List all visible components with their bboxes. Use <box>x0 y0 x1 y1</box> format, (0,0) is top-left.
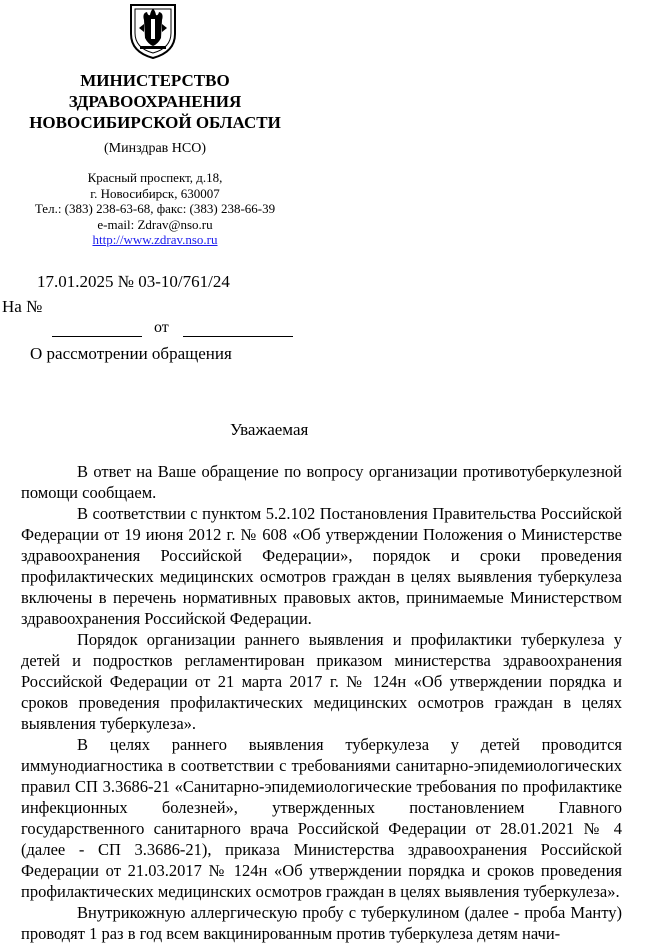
ot-label: от <box>154 319 169 336</box>
ministry-name <box>0 70 310 133</box>
address-line: г. Новосибирск, 630007 <box>90 185 220 201</box>
ministry-line: МИНИСТЕРСТВО <box>80 71 230 90</box>
phone-line: Тел.: (383) 238-63-68, факс: (383) 238-66-39 <box>34 201 276 217</box>
letter-subject: О рассмотрении обращения <box>30 344 232 363</box>
reply-to-label: На № <box>2 297 43 316</box>
registration-number: 17.01.2025 № 03-10/761/24 <box>37 272 230 291</box>
body-paragraph: В ответ на Ваше обращение по вопросу организации противотуберкулезной помощи сообщаем. <box>21 462 622 502</box>
body-paragraph: В соответствии с пунктом 5.2.102 Постановления Правительства Российской Федерации от 19 июня 2012 г. № 608 «Об утверждении Положения о Министерстве здравоохранения Российской Федерации», порядок и сроки проведения профилактических медицинских осмотров граждан в целях выявления туберкулеза включены в перечень нормативных правовых актов, принимаемые Министерством здравоохранения Российской Федерации. <box>21 504 622 628</box>
website-link[interactable]: http://www.zdrav.nso.ru <box>92 232 218 248</box>
reply-to-blank-row <box>52 319 293 337</box>
address-line: Красный проспект, д.18, <box>87 170 223 185</box>
body-paragraph: Внутрикожную аллергическую пробу с туберкулином (далее - проба Манту) проводят 1 раз в год всем вакцинированным против туберкулеза детям начи- <box>21 903 622 943</box>
ministry-line: ЗДРАВООХРАНЕНИЯ <box>68 92 242 111</box>
ministry-short-name: (Минздрав НСО) <box>103 141 207 156</box>
email-line: e-mail: Zdrav@nso.ru <box>97 216 213 232</box>
coat-of-arms-icon <box>128 2 178 60</box>
contact-block <box>0 170 310 248</box>
greeting: Уважаемая <box>230 420 309 439</box>
reply-number-blank <box>52 323 142 337</box>
body-paragraph: В целях раннего выявления туберкулеза у детей проводится иммунодиагностика в соответствии с требованиями санитарно-эпидемиологических правил СП 3.3686-21 «Санитарно-эпидемиологические требования по профилактике инфекционных болезней», утвержденных постановлением Главного государственного санитарного врача Российской Федерации от 28.01.2021 № 4 (далее - СП 3.3686-21), приказа Министерства здравоохранения Российской Федерации от 21.03.2017 № 124н «Об утверждении порядка и сроков проведения профилактических медицинских осмотров граждан в целях выявления туберкулеза». <box>21 735 622 901</box>
reply-date-blank <box>183 323 293 337</box>
body-paragraph: Порядок организации раннего выявления и профилактики туберкулеза у детей и подростков регламентирован приказом министерства здравоохранения Российской Федерации от 21 марта 2017 г. № 124н «Об утверждении порядка и сроков проведения профилактических медицинских осмотров граждан в целях выявления туберкулеза». <box>21 630 622 733</box>
ministry-line: НОВОСИБИРСКОЙ ОБЛАСТИ <box>29 113 281 132</box>
letter-body <box>21 461 622 944</box>
